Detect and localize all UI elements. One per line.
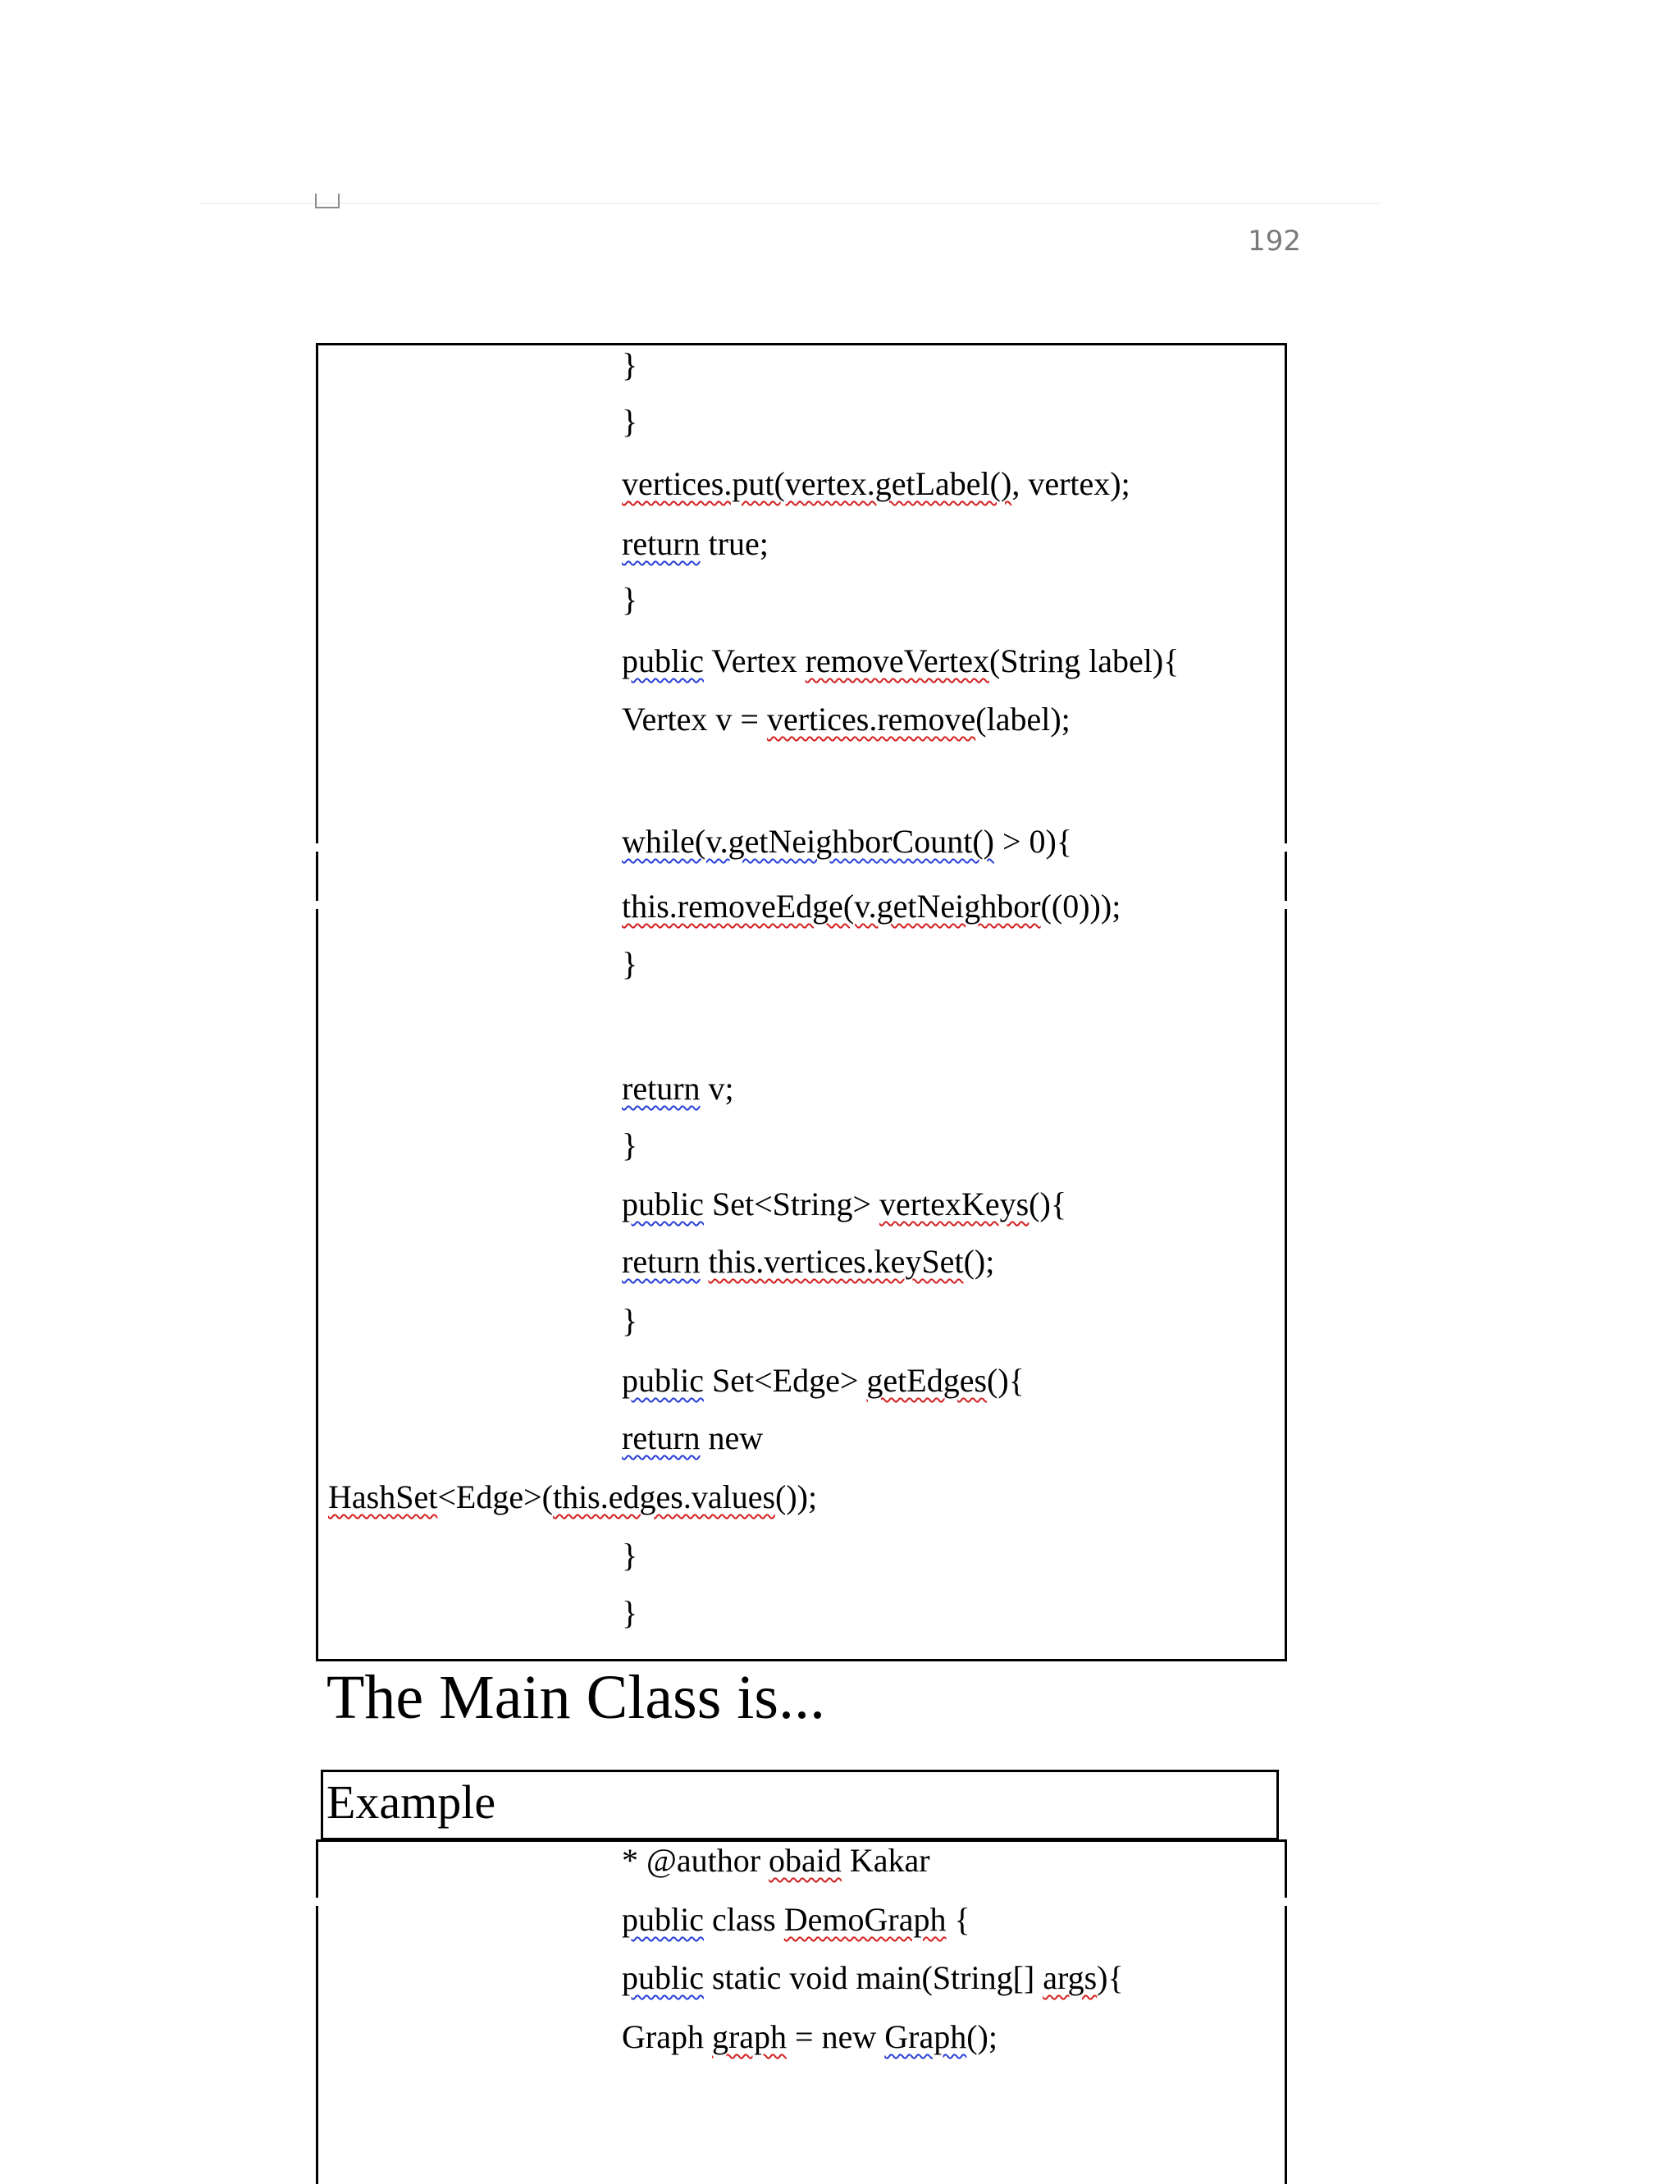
code-line	[622, 888, 1121, 925]
spellcheck-flagged-token: this.removeEdge(v.getNeighbor	[622, 888, 1041, 925]
code-box-main-class	[316, 1839, 1287, 2184]
code-token: ());	[775, 1478, 818, 1515]
code-token: }	[622, 1537, 638, 1574]
code-line	[622, 1243, 994, 1281]
spellcheck-flagged-token: return	[622, 1070, 701, 1107]
spellcheck-flagged-token: public	[622, 642, 704, 679]
spellcheck-flagged-token: return	[622, 525, 701, 562]
code-token: Kakar	[841, 1842, 930, 1879]
code-line	[622, 403, 637, 441]
code-token: , vertex);	[1011, 465, 1130, 502]
spellcheck-flagged-token: public	[622, 1362, 704, 1399]
code-token: (String label){	[989, 642, 1180, 679]
border-gap	[313, 1898, 320, 1906]
border-gap	[313, 843, 320, 852]
spellcheck-flagged-token: getEdges	[866, 1362, 988, 1399]
code-line	[622, 1959, 1124, 1997]
spellcheck-flagged-token: DemoGraph	[783, 1901, 947, 1938]
spellcheck-flagged-token: public	[622, 1901, 704, 1938]
code-token: * @author	[622, 1842, 769, 1879]
spellcheck-flagged-token: return	[622, 1243, 701, 1280]
border-gap	[1282, 1898, 1289, 1906]
code-token: Vertex v =	[622, 701, 767, 738]
section-heading: The Main Class is...	[326, 1663, 825, 1732]
code-token: ();	[963, 1243, 995, 1280]
code-line	[622, 1419, 763, 1457]
code-token: }	[622, 945, 638, 982]
code-token: ();	[966, 2018, 998, 2055]
spellcheck-flagged-token: this.vertices.keySet	[708, 1243, 964, 1280]
code-line	[622, 1186, 1066, 1223]
code-line	[328, 1478, 817, 1516]
code-token: <Edge>(	[437, 1478, 553, 1515]
code-token: = new	[787, 2018, 885, 2055]
code-line	[622, 1537, 637, 1574]
spellcheck-flagged-token: vertices.put(vertex.getLabel()	[622, 465, 1012, 502]
border-gap	[1282, 843, 1289, 852]
code-line	[622, 823, 1072, 861]
code-token	[701, 1243, 709, 1280]
spellcheck-flagged-token: vertices.remove	[766, 701, 976, 738]
code-token: v;	[700, 1070, 734, 1107]
code-token: }	[622, 581, 638, 618]
code-line	[622, 945, 637, 983]
spellcheck-flagged-token: obaid	[769, 1842, 842, 1879]
spellcheck-flagged-token: vertexKeys	[879, 1186, 1029, 1222]
code-line	[622, 2018, 998, 2056]
code-token: (label);	[975, 701, 1071, 738]
code-line	[622, 1070, 734, 1108]
code-line	[622, 1594, 637, 1632]
code-line	[622, 701, 1071, 738]
spellcheck-flagged-token: graph	[711, 2018, 788, 2055]
code-token: true;	[700, 525, 769, 562]
code-line	[622, 346, 637, 384]
code-token: }	[622, 346, 638, 383]
text-boundary-corner-mark	[315, 194, 340, 208]
code-line	[622, 1842, 930, 1880]
code-token: Graph	[622, 2018, 712, 2055]
spellcheck-flagged-token: while(v.getNeighborCount()	[622, 823, 994, 860]
border-gap	[313, 901, 320, 909]
code-token: Vertex	[703, 642, 806, 679]
code-token: (){	[1029, 1186, 1067, 1222]
code-line	[622, 465, 1130, 503]
code-token: (){	[987, 1362, 1025, 1399]
code-line	[622, 1901, 970, 1939]
code-token: > 0){	[993, 823, 1073, 860]
spellcheck-flagged-token: this.edges.values	[552, 1478, 776, 1515]
code-box-vertex-methods	[316, 343, 1287, 1661]
spellcheck-flagged-token: return	[622, 1419, 701, 1456]
example-label: Example	[326, 1775, 496, 1829]
code-token: }	[622, 1594, 638, 1631]
spellcheck-flagged-token: HashSet	[328, 1478, 438, 1515]
code-line	[622, 1126, 637, 1164]
header-rule	[200, 203, 1381, 204]
spellcheck-flagged-token: public	[622, 1186, 704, 1222]
code-line	[622, 1362, 1025, 1400]
code-line	[622, 642, 1179, 680]
code-token: ((0)));	[1040, 888, 1121, 925]
code-token: }	[622, 403, 638, 440]
code-token: static void main(String[]	[703, 1959, 1043, 1996]
code-line	[622, 525, 769, 563]
code-token: {	[946, 1901, 970, 1938]
code-token: }	[622, 1302, 638, 1339]
spellcheck-flagged-token: public	[622, 1959, 704, 1996]
code-token: Set<String>	[703, 1186, 880, 1222]
code-token: ){	[1097, 1959, 1124, 1996]
code-line	[622, 581, 637, 619]
spellcheck-flagged-token: removeVertex	[805, 642, 989, 679]
code-line	[622, 1302, 637, 1340]
spellcheck-flagged-token: args	[1043, 1959, 1098, 1996]
code-token: new	[700, 1419, 764, 1456]
code-token: Set<Edge>	[703, 1362, 867, 1399]
spellcheck-flagged-token: Graph	[884, 2018, 967, 2055]
code-token: }	[622, 1126, 638, 1163]
page-number: 192	[1248, 225, 1301, 258]
code-token: class	[703, 1901, 784, 1938]
border-gap	[1282, 901, 1289, 909]
